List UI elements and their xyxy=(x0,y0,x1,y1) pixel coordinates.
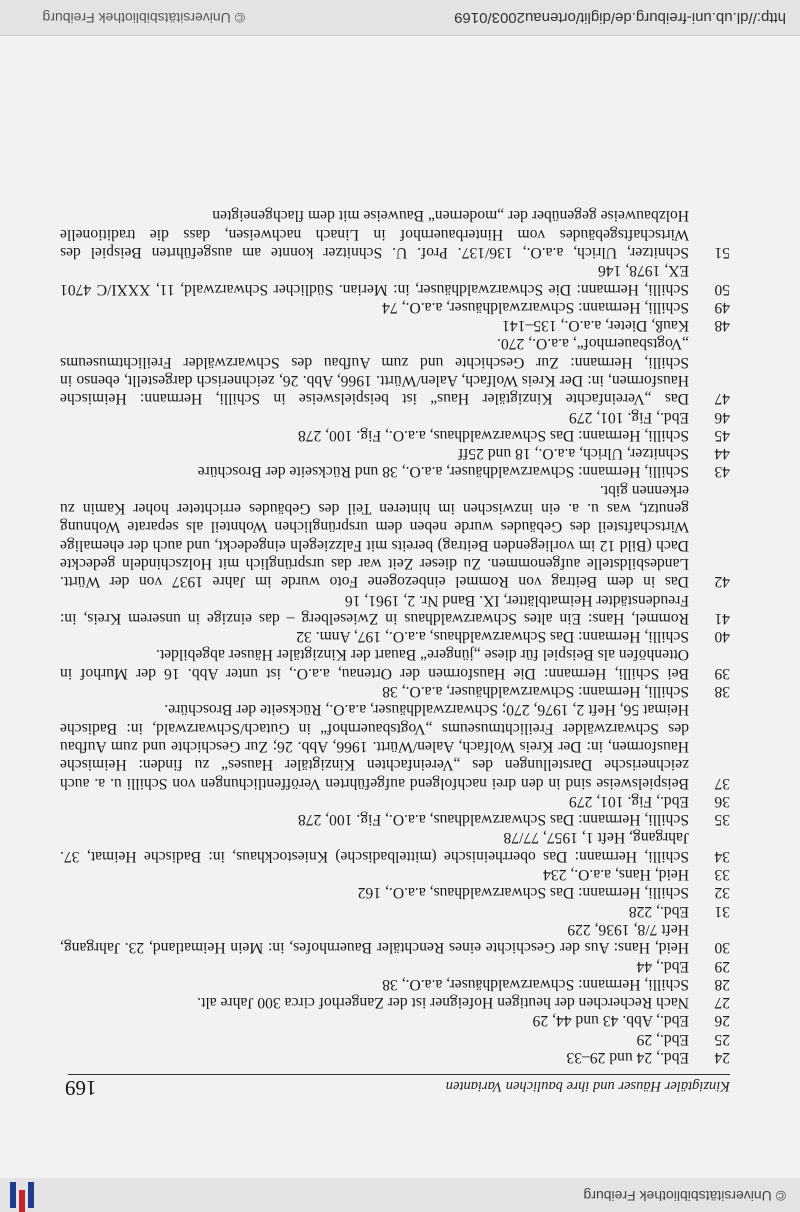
footnote xyxy=(60,700,730,791)
footnote-number: 26 xyxy=(714,1012,730,1030)
ub-freiburg-logo-icon xyxy=(4,1178,40,1212)
viewer-bottom-bar xyxy=(0,0,800,36)
footnote-text: Heid, Hans, a.a.O., 234 xyxy=(543,866,689,884)
footnote xyxy=(60,334,730,407)
footnote-number: 42 xyxy=(714,573,730,591)
footnote-number: 44 xyxy=(714,445,730,463)
footnote-text: Beispielsweise sind in den drei nachfolgend aufgeführten Veröffentlichungen von Schilli u. a. auch zeichnerische Darstellungen des „Vereinfachten Kinzigtäler Hauses“ zu finden: Heimische Hausformen, in: Der Kreis Wolfach, Aalen/Württ. 1966, Abb. 26; Zur Geschichte und zum Aufbau des Schwarzwälder Freilichtmuseums „Vogtsbauernhof“ in Gutach/Schwarzwald, in: Badische Heimat 56, Heft 2, 1976, 270; Schwarzwaldhäuser, a.a.O., Rückseite der Broschüre. xyxy=(60,701,689,792)
footnote-text: Ebd., 228 xyxy=(628,902,689,920)
footnote xyxy=(60,481,730,591)
footnote xyxy=(60,645,730,682)
footnote-text: Rommel, Hans: Ein altes Schwarzwaldhaus in Zwieselberg – das einzige in unserem Kreis, in: Freudenstädter Heimatblätter, IX. Band Nr. 2, 1961, 16 xyxy=(60,591,689,627)
footnote-number: 41 xyxy=(714,609,730,627)
footnote xyxy=(60,828,730,865)
footnote-number: 24 xyxy=(714,1049,730,1066)
footnote xyxy=(60,956,730,974)
footnote-number: 37 xyxy=(714,774,730,792)
footnote-number: 46 xyxy=(714,408,730,426)
footnote-text: Schnitzer, Ulrich, a.a.O., 18 und 25ff xyxy=(458,445,689,463)
page-url[interactable]: http://dl.ub.uni-freiburg.de/diglit/ortenau2003/0169 xyxy=(454,9,786,26)
footnote xyxy=(60,261,730,298)
footnote-text: Schilli, Hermann: Schwarzwaldhäuser, a.a.O., 38 xyxy=(382,683,689,701)
footnote-text: Schilli, Hermann: Schwarzwaldhäuser, a.a.O., 74 xyxy=(382,298,689,316)
footnote-text: Schilli, Hermann: Schwarzwaldhäuser, a.a.O., 38 und Rückseite der Broschüre xyxy=(197,463,689,481)
footnote-number: 39 xyxy=(714,664,730,682)
footnote xyxy=(60,883,730,901)
footnote xyxy=(60,298,730,316)
footnote xyxy=(60,920,730,957)
footnote-number: 40 xyxy=(714,628,730,646)
footnote-text: Das „Vereinfachte Kinzigtäler Haus“ ist beispielsweise in Schilli, Hermann: Heimische Hausformen, in: Der Kreis Wolfach, Aalen/Württ. 1966, Abb. 26, zeichnerisch dargestellt, ebenso in Schilli, Hermann: Zur Geschichte und zum Aufbau des Schwarzwälder Freilichtmuseums „Vogtsbauernhof“, a.a.O., 270. xyxy=(60,335,689,408)
footnote-number: 30 xyxy=(714,939,730,957)
footnote-number: 36 xyxy=(714,792,730,810)
footnote xyxy=(60,975,730,993)
footnote xyxy=(60,206,730,261)
footnote-text: Ebd., 24 und 29–33 xyxy=(566,1049,689,1066)
footnote-text: Nach Recherchen der heutigen Hofeigner ist der Zangerhof circa 300 Jahre alt. xyxy=(197,994,689,1012)
footnote-number: 47 xyxy=(714,390,730,408)
footnote xyxy=(60,627,730,645)
footnote-text: Schilli, Hermann: Das Schwarzwaldhaus, a.a.O., Fig. 100, 278 xyxy=(297,811,689,829)
footnote-text: Schilli, Hermann: Das Schwarzwaldhaus, a.a.O., 162 xyxy=(357,884,689,902)
footnote-number: 28 xyxy=(714,975,730,993)
footnote xyxy=(60,1011,730,1029)
footnote-number: 50 xyxy=(714,280,730,298)
header-rule xyxy=(68,1074,730,1075)
footnote xyxy=(60,1048,730,1066)
footnote-number: 51 xyxy=(714,243,730,261)
footnote-number: 32 xyxy=(714,884,730,902)
footnote-text: Schilli, Hermann: Das Schwarzwaldhaus, a.a.O., Fig. 100, 278 xyxy=(297,426,689,444)
footnote xyxy=(60,462,730,480)
footnote-number: 43 xyxy=(714,463,730,481)
footnote xyxy=(60,993,730,1011)
footnote-text: Ebd., Fig. 101, 279 xyxy=(569,408,689,426)
footnote-text: Schnitzer, Ulrich, a.a.O., 136/137. Prof. U. Schnitzer konnte am ausgeführten Beispiel des Wirtschaftsgebäudes vom Hinterbauernhof in Linach nachweisen, dass die traditionelle Holzbauweise gegenüber der „modernen“ Bauweise mit dem flachgeneigten xyxy=(60,207,689,261)
footnote xyxy=(60,810,730,828)
bottom-copyright: © Universitätsbibliothek Freiburg xyxy=(42,10,245,26)
footnote xyxy=(60,426,730,444)
footnote-text: Ebd., Fig. 101, 279 xyxy=(569,792,689,810)
footnote-text: Schilli, Hermann: Das oberrheinische (mittelbadische) Kniestockhaus, in: Badische Heimat, 37. Jahrgang, Heft 1, 1957, 77/78 xyxy=(60,829,689,865)
footnote-text: Kauß, Dieter, a.a.O., 135–141 xyxy=(502,317,689,335)
footnote xyxy=(60,682,730,700)
footnote-text: Bei Schilli, Hermann: Die Hausformen der Ortenau, a.a.O., ist unter Abb. 16 der Murhof in Ottenhöfen als Beispiel für diese „jüngere“ Bauart der Kinzigtäler Häuser abgebildet. xyxy=(60,646,689,682)
footnote-number: 35 xyxy=(714,811,730,829)
footnote-number: 33 xyxy=(714,866,730,884)
footnote-text: Ebd., Abb. 43 und 44, 29 xyxy=(532,1012,689,1030)
footnote-text: Schilli, Hermann: Schwarzwaldhäuser, a.a.O., 38 xyxy=(382,975,689,993)
footnote-list xyxy=(60,206,730,1066)
footnote xyxy=(60,444,730,462)
footnote-number: 34 xyxy=(714,847,730,865)
footnote-number: 25 xyxy=(714,1030,730,1048)
footnote-text: Das in dem Beitrag von Rommel einbezogene Foto wurde im Jahre 1937 von der Württ. Landesbildstelle aufgenommen. Zu dieser Zeit war das ursprünglich mit Holzschindeln gedeckte Dach (Bild 12 im vorliegenden Beitrag) bereits mit Falzziegeln eingedeckt, und auch der ehemalige Wirtschaftsteil des Gebäudes wurde neben dem ursprünglichen Wohnteil als separate Wohnung genutzt, was u. a. ein inzwischen im hinteren Teil des Gebäudes errichteter hoher Kamin zu erkennen gibt. xyxy=(60,481,689,591)
footnote xyxy=(60,1029,730,1047)
footnote-text: Schilli, Hermann: Das Schwarzwaldhaus, a.a.O., 197, Anm. 32 xyxy=(296,628,689,646)
footnote xyxy=(60,316,730,334)
footnote-number: 38 xyxy=(714,683,730,701)
footnote xyxy=(60,407,730,425)
footnote-text: Heid, Hans: Aus der Geschichte eines Renchtäler Bauernhofes, in: Mein Heimatland, 23. Jahrgang, Heft 7/8, 1936, 229 xyxy=(60,920,689,957)
top-copyright: © Universitätsbibliothek Freiburg xyxy=(583,1188,786,1204)
footnote-number: 27 xyxy=(714,994,730,1012)
footnote-number: 31 xyxy=(714,902,730,920)
footnote-number: 48 xyxy=(714,317,730,335)
page-number: 169 xyxy=(65,1076,97,1100)
running-head: Kinzigtäler Häuser und ihre baulichen Varianten xyxy=(445,1078,730,1094)
footnote-number: 29 xyxy=(714,957,730,975)
footnote xyxy=(60,590,730,627)
footnote-number: 49 xyxy=(714,298,730,316)
footnote-text: Schilli, Hermann: Die Schwarzwaldhäuser, in: Merian. Südlicher Schwarzwald, 11, XXXI/C 4701 EX, 1978, 146 xyxy=(60,262,689,298)
footnote-text: Ebd., 29 xyxy=(636,1030,689,1048)
footnote-number: 45 xyxy=(714,426,730,444)
footnote xyxy=(60,792,730,810)
footnote xyxy=(60,865,730,883)
footnote-text: Ebd., 44 xyxy=(636,957,689,975)
viewer-top-bar xyxy=(0,1177,800,1212)
footnote xyxy=(60,901,730,919)
scanned-page xyxy=(0,36,800,1178)
